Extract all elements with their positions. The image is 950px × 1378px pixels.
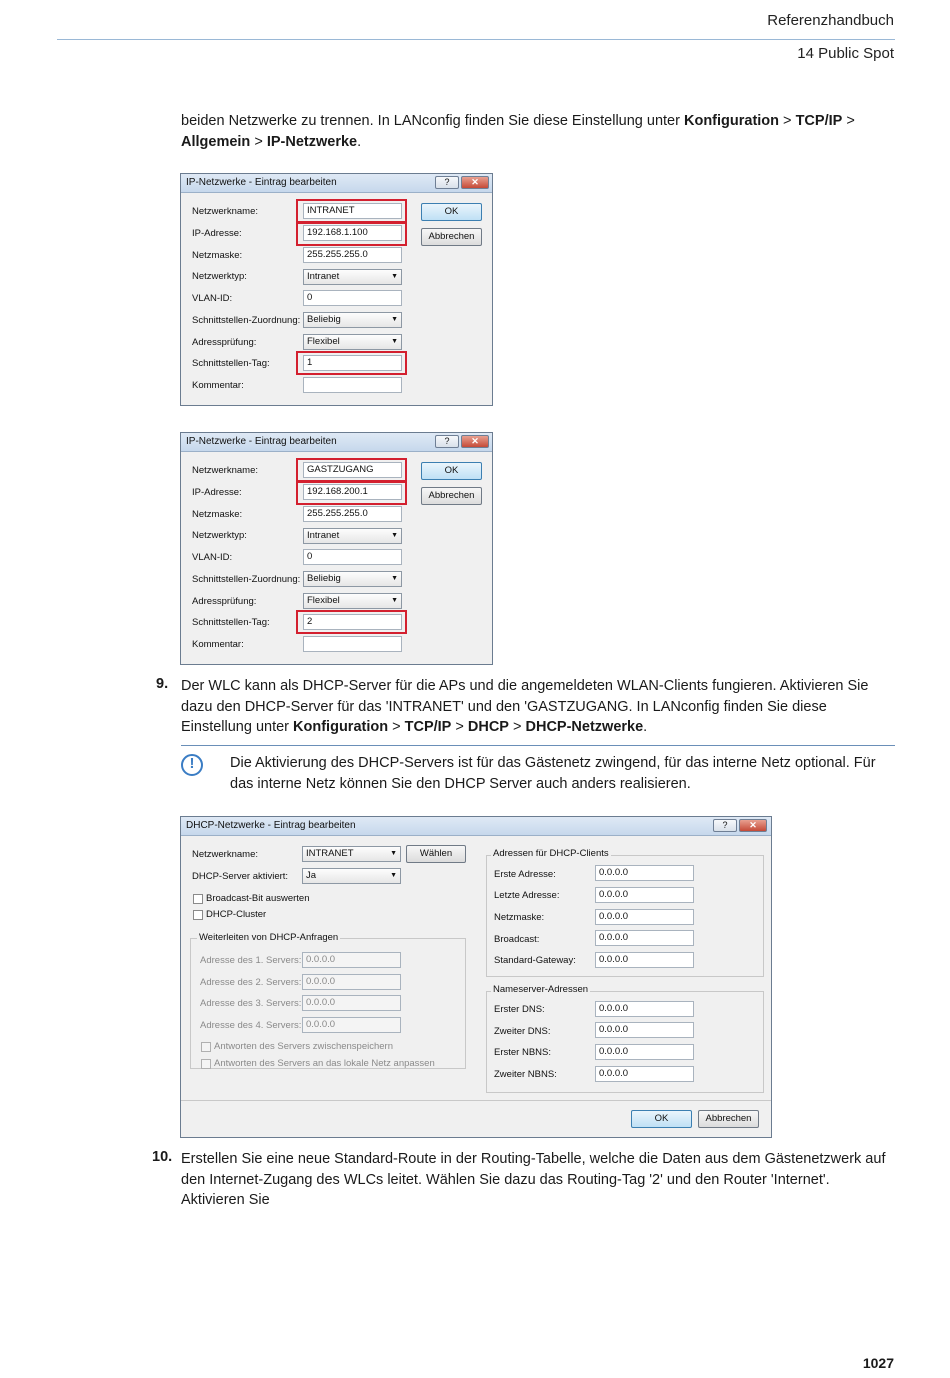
label-vlan-id: VLAN-ID:	[192, 293, 233, 304]
second-nbns-input[interactable]: 0.0.0.0	[595, 1066, 694, 1082]
second-dns-input[interactable]: 0.0.0.0	[595, 1022, 694, 1038]
forward-server-3-label: Adresse des 3. Servers:	[200, 998, 302, 1009]
highlight-ip-address	[296, 481, 407, 505]
forward-server-1-input[interactable]: 0.0.0.0	[302, 952, 401, 968]
label-interface-assignment: Schnittstellen-Zuordnung:	[192, 315, 301, 326]
help-icon[interactable]: ?	[713, 819, 737, 832]
ok-button[interactable]: OK	[421, 462, 482, 480]
ip-network-dialog-guest	[180, 432, 493, 665]
adapt-answers-label: Antworten des Servers an das lokale Netz anpassen	[214, 1058, 435, 1069]
step10-paragraph: Erstellen Sie eine neue Standard-Route in der Routing-Tabelle, welche die Daten aus dem Gästenetzwerk auf den Internet-Zugang des WLCs leitet. Wählen Sie dazu das Routing-Tag '2' und den Router 'Internet'. Aktivieren Sie	[181, 1151, 886, 1208]
cache-answers-checkbox[interactable]	[201, 1042, 211, 1052]
dialog-titlebar	[181, 817, 771, 836]
nameserver-group-title: Nameserver-Adressen	[493, 984, 589, 995]
network-name-select[interactable]: INTRANET ▼	[302, 846, 401, 862]
label-dhcp-active: DHCP-Server aktiviert:	[192, 871, 289, 882]
close-icon[interactable]: ✕	[739, 819, 767, 832]
first-address-label: Erste Adresse:	[494, 869, 556, 880]
label-vlan-id: VLAN-ID:	[192, 552, 233, 563]
label-netmask: Netzmaske:	[192, 250, 243, 261]
label-network-name: Netzwerkname:	[192, 206, 258, 217]
last-address-label: Letzte Adresse:	[494, 890, 560, 901]
first-dns-label: Erster DNS:	[494, 1004, 545, 1015]
dhcp-cluster-checkbox[interactable]	[193, 910, 203, 920]
help-icon[interactable]: ?	[435, 176, 459, 189]
adapt-answers-checkbox[interactable]	[201, 1059, 211, 1069]
label-address-check: Adressprüfung:	[192, 337, 257, 348]
step-number: 10.	[152, 1149, 173, 1165]
forward-server-2-label: Adresse des 2. Servers:	[200, 977, 302, 988]
interface-assignment-select[interactable]: Beliebig ▼	[303, 571, 402, 587]
second-nbns-label: Zweiter NBNS:	[494, 1069, 557, 1080]
first-dns-input[interactable]: 0.0.0.0	[595, 1001, 694, 1017]
label-comment: Kommentar:	[192, 639, 244, 650]
ip-network-dialog-intranet	[180, 173, 493, 406]
forward-server-1-label: Adresse des 1. Servers:	[200, 955, 302, 966]
label-interface-tag: Schnittstellen-Tag:	[192, 617, 270, 628]
header-rule	[57, 39, 895, 40]
forward-server-4-label: Adresse des 4. Servers:	[200, 1020, 302, 1031]
ok-button[interactable]: OK	[631, 1110, 692, 1128]
chapter-title: 14 Public Spot	[797, 45, 894, 62]
dialog-separator	[181, 1100, 771, 1101]
choose-button[interactable]: Wählen	[406, 845, 466, 863]
ip-address-input[interactable]: 192.168.200.1	[303, 484, 402, 500]
vlan-id-input[interactable]: 0	[303, 290, 402, 306]
clients-group-title: Adressen für DHCP-Clients	[493, 848, 609, 859]
highlight-interface-tag	[296, 610, 407, 634]
vlan-id-input[interactable]: 0	[303, 549, 402, 565]
label-network-name: Netzwerkname:	[192, 849, 258, 860]
dialog-title: DHCP-Netzwerke - Eintrag bearbeiten	[186, 820, 356, 831]
info-icon	[181, 754, 203, 776]
note-text: Die Aktivierung des DHCP-Servers ist für das Gästenetz zwingend, für das interne Netz optional. Für das interne Netz können Sie den DHCP Server auch anders realisieren.	[230, 755, 876, 792]
first-address-input[interactable]: 0.0.0.0	[595, 865, 694, 881]
cache-answers-label: Antworten des Servers zwischenspeichern	[214, 1041, 394, 1052]
address-check-select[interactable]: Flexibel ▼	[303, 593, 402, 609]
help-icon[interactable]: ?	[435, 435, 459, 448]
label-ip-address: IP-Adresse:	[192, 228, 242, 239]
label-network-type: Netzwerktyp:	[192, 530, 247, 541]
broadcast-bit-checkbox[interactable]	[193, 894, 203, 904]
interface-assignment-select[interactable]: Beliebig ▼	[303, 312, 402, 328]
label-ip-address: IP-Adresse:	[192, 487, 242, 498]
dialog-titlebar	[181, 433, 492, 452]
forward-server-4-input[interactable]: 0.0.0.0	[302, 1017, 401, 1033]
interface-tag-input[interactable]: 1	[303, 355, 402, 371]
gateway-label: Standard-Gateway:	[494, 955, 576, 966]
ip-address-input[interactable]: 192.168.1.100	[303, 225, 402, 241]
cancel-button[interactable]: Abbrechen	[421, 228, 482, 246]
gateway-input[interactable]: 0.0.0.0	[595, 952, 694, 968]
page-number: 1027	[862, 1355, 894, 1371]
note-rule	[181, 745, 895, 746]
interface-tag-input[interactable]: 2	[303, 614, 402, 630]
comment-input[interactable]	[303, 377, 402, 393]
close-icon[interactable]: ✕	[461, 176, 489, 189]
step9-paragraph: Der WLC kann als DHCP-Server für die APs und die angemeldeten WLAN-Clients fungieren. Aktivieren Sie dazu den DHCP-Server für das 'INTRANET' und den 'GASTZUGANG. In LANconfig finden Sie diese Einstellung unter Konfiguration > TCP/IP > DHCP > DHCP-Netzwerke.	[181, 678, 869, 735]
network-type-select[interactable]: Intranet ▼	[303, 269, 402, 285]
broadcast-label: Broadcast:	[494, 934, 540, 945]
step-number: 9.	[156, 676, 169, 692]
dialog-titlebar	[181, 174, 492, 193]
netmask-input[interactable]: 255.255.255.0	[303, 247, 402, 263]
first-nbns-label: Erster NBNS:	[494, 1047, 552, 1058]
cancel-button[interactable]: Abbrechen	[698, 1110, 759, 1128]
forward-server-2-input[interactable]: 0.0.0.0	[302, 974, 401, 990]
network-name-input[interactable]: GASTZUGANG	[303, 462, 402, 478]
dhcp-active-select[interactable]: Ja ▼	[302, 868, 401, 884]
document-title: Referenzhandbuch	[767, 12, 894, 29]
highlight-ip-address	[296, 222, 407, 246]
label-interface-tag: Schnittstellen-Tag:	[192, 358, 270, 369]
ok-button[interactable]: OK	[421, 203, 482, 221]
dhcp-network-dialog	[180, 816, 772, 1138]
highlight-interface-tag	[296, 351, 407, 375]
last-address-input[interactable]: 0.0.0.0	[595, 887, 694, 903]
network-name-input[interactable]: INTRANET	[303, 203, 402, 219]
netmask-label: Netzmaske:	[494, 912, 545, 923]
second-dns-label: Zweiter DNS:	[494, 1026, 551, 1037]
address-check-select[interactable]: Flexibel ▼	[303, 334, 402, 350]
highlight-network-name	[296, 458, 407, 482]
comment-input[interactable]	[303, 636, 402, 652]
forward-group-title: Weiterleiten von DHCP-Anfragen	[199, 932, 339, 943]
first-nbns-input[interactable]: 0.0.0.0	[595, 1044, 694, 1060]
broadcast-input[interactable]: 0.0.0.0	[595, 930, 694, 946]
forward-server-3-input[interactable]: 0.0.0.0	[302, 995, 401, 1011]
label-network-type: Netzwerktyp:	[192, 271, 247, 282]
label-netmask: Netzmaske:	[192, 509, 243, 520]
highlight-network-name	[296, 199, 407, 223]
dhcp-cluster-label: DHCP-Cluster	[206, 909, 267, 920]
broadcast-bit-label: Broadcast-Bit auswerten	[206, 893, 310, 904]
netmask-input[interactable]: 0.0.0.0	[595, 909, 694, 925]
intro-paragraph: beiden Netzwerke zu trennen. In LANconfig finden Sie diese Einstellung unter Konfiguration > TCP/IP > Allgemein > IP-Netzwerke.	[181, 113, 855, 150]
label-comment: Kommentar:	[192, 380, 244, 391]
network-type-select[interactable]: Intranet ▼	[303, 528, 402, 544]
cancel-button[interactable]: Abbrechen	[421, 487, 482, 505]
label-network-name: Netzwerkname:	[192, 465, 258, 476]
dialog-title: IP-Netzwerke - Eintrag bearbeiten	[186, 436, 337, 447]
dialog-title: IP-Netzwerke - Eintrag bearbeiten	[186, 177, 337, 188]
close-icon[interactable]: ✕	[461, 435, 489, 448]
netmask-input[interactable]: 255.255.255.0	[303, 506, 402, 522]
label-address-check: Adressprüfung:	[192, 596, 257, 607]
label-interface-assignment: Schnittstellen-Zuordnung:	[192, 574, 301, 585]
